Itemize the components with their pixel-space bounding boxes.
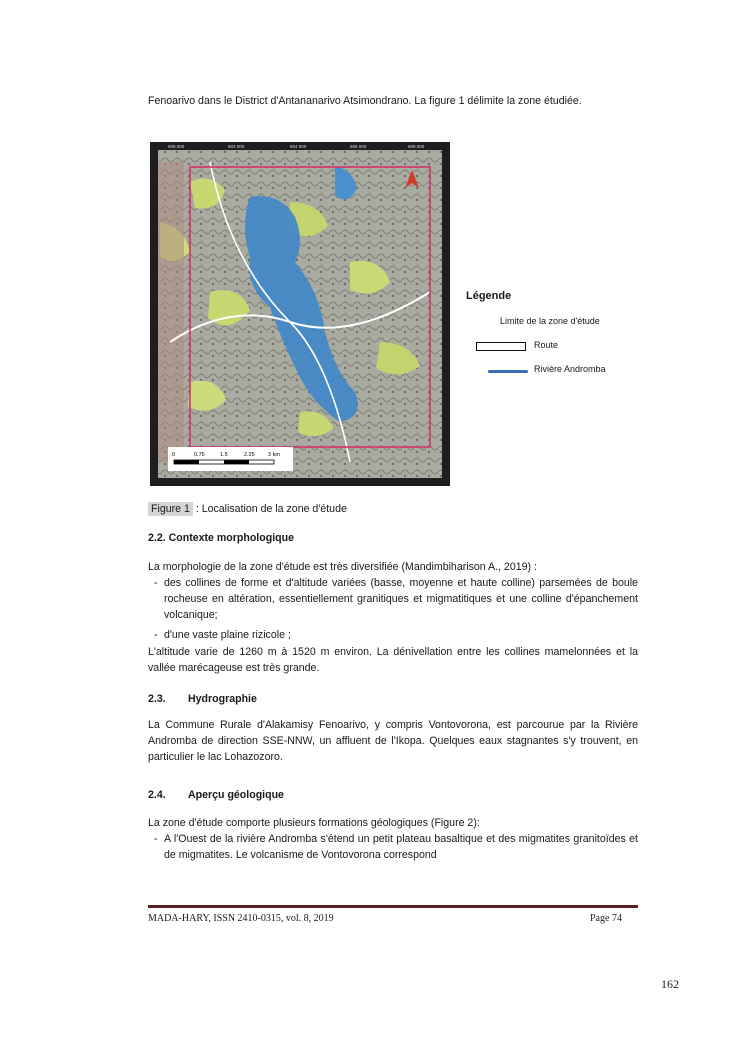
scale-bar-box — [168, 447, 293, 471]
caption-text: : Localisation de la zone d'étude — [192, 503, 347, 515]
section-number: 2.4. — [148, 789, 166, 801]
section-title: Aperçu géologique — [188, 789, 284, 801]
morphology-outro: L'altitude varie de 1260 m à 1520 m environ. La dénivellation entre les collines mamelonnées et la vallée marécageuse est très grande. — [148, 646, 638, 674]
coord-tick: 506 000 — [168, 144, 185, 149]
route-symbol — [476, 342, 526, 351]
location-map — [150, 142, 450, 486]
legend-row-route — [466, 340, 646, 364]
urban-area — [158, 162, 184, 462]
map-svg — [150, 142, 450, 486]
bullet-text: des collines de forme et d'altitude variées (basse, moyenne et haute colline) parsemées de boule rocheuse en altération, essentiellement granitiques et migmatitiques et une colline d'épanchement volcanique; — [164, 577, 638, 621]
morphology-bullet — [154, 627, 638, 643]
figure-caption — [148, 503, 347, 515]
bullet-dash: - — [154, 833, 158, 845]
scale-label: 3 km — [268, 452, 280, 458]
section-heading-hydrography — [148, 693, 257, 705]
legend-row-limit — [466, 316, 646, 340]
intro-paragraph: Fenoarivo dans le District d'Antananarivo Atsimondrano. La figure 1 délimite la zone étudiée. — [148, 95, 582, 107]
legend-route-label: Route — [534, 340, 559, 350]
section-number: 2.3. — [148, 693, 166, 705]
bullet-text: A l'Ouest de la rivière Andromba s'étend un petit plateau basaltique et des migmatites granitoïdes et de migmatites. Le volcanisme de Vontovorona correspond — [164, 833, 638, 861]
hydrography-paragraph: La Commune Rurale d'Alakamisy Fenoarivo, y compris Vontovorona, est parcourue par la Rivière Andromba de direction SSE-NNW, un affluent de l'Ikopa. Quelques eaux stagnantes s'y trouvent, en particulier le lac Lohazozoro. — [148, 719, 638, 763]
figure-label: Figure 1 — [148, 502, 193, 516]
footer-page: Page 74 — [590, 913, 622, 924]
scale-label: 0.75 — [194, 452, 205, 458]
river-symbol — [488, 370, 528, 373]
bullet-dash: - — [154, 577, 158, 589]
section-heading-geology — [148, 789, 284, 801]
legend-title: Légende — [466, 290, 512, 302]
geology-bullet — [154, 831, 638, 863]
legend-limit-label: Limite de la zone d'étude — [500, 316, 600, 326]
coord-tick: 506 000 — [350, 144, 367, 149]
scale-label: 1.5 — [220, 452, 228, 458]
morphology-intro: La morphologie de la zone d'étude est très diversifiée (Mandimbiharison A., 2019) : — [148, 561, 537, 573]
footer-rule — [148, 905, 638, 908]
scale-label: 0 — [172, 452, 176, 458]
coord-tick: 508 000 — [408, 144, 425, 149]
coord-tick: 502 000 — [228, 144, 245, 149]
legend-row-river — [466, 364, 646, 388]
section-title: Hydrographie — [188, 693, 257, 705]
section-heading-morphology: 2.2. Contexte morphologique — [148, 532, 294, 544]
legend-river-label: Rivière Andromba — [534, 364, 606, 374]
bullet-dash: - — [154, 629, 158, 641]
coord-tick: 504 000 — [290, 144, 307, 149]
bullet-text: d'une vaste plaine rizicole ; — [164, 629, 291, 641]
footer-journal: MADA-HARY, ISSN 2410-0315, vol. 8, 2019 — [148, 913, 334, 924]
geology-intro: La zone d'étude comporte plusieurs formations géologiques (Figure 2): — [148, 817, 480, 829]
map-legend — [466, 290, 646, 388]
scale-segment — [174, 460, 199, 464]
morphology-bullet — [154, 575, 638, 623]
scale-segment — [224, 460, 249, 464]
page-number: 162 — [661, 977, 679, 991]
scale-label: 2.25 — [244, 452, 255, 458]
